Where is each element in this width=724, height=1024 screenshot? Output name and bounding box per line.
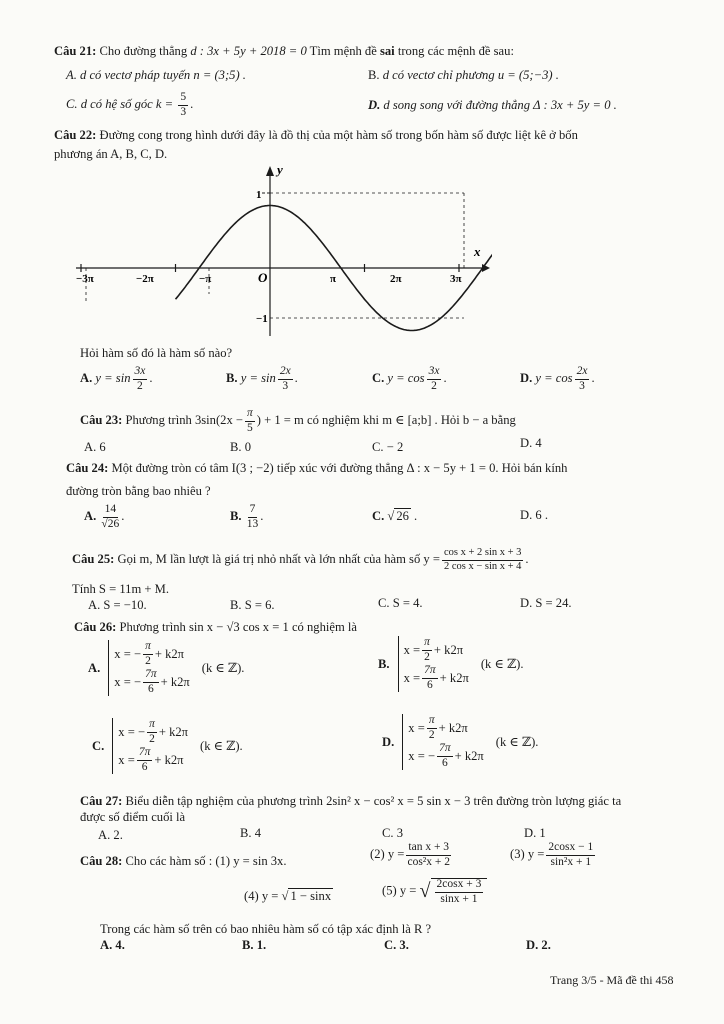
q21-d-label: D. bbox=[368, 98, 381, 112]
q26-option-d bbox=[382, 714, 538, 770]
q24-b-label: B. bbox=[230, 508, 242, 523]
q21-c-label: C. bbox=[66, 96, 78, 111]
q21-option-d bbox=[368, 98, 617, 112]
q25-option-b: B. S = 6. bbox=[230, 598, 275, 612]
q26-d-r1b: + k2π bbox=[438, 720, 468, 735]
q28-f2 bbox=[370, 842, 453, 868]
q26-option-c bbox=[92, 718, 243, 774]
q21-c-den: 3 bbox=[180, 105, 187, 118]
q28-f3 bbox=[510, 842, 597, 868]
q26-b-r1-num: π bbox=[422, 637, 432, 651]
q23-frac bbox=[245, 408, 255, 434]
q22-option-c: C. y = cos $\frac{3x}{2}$ . bbox=[372, 365, 447, 392]
q24-a-frac bbox=[101, 504, 119, 530]
q26-a-system bbox=[108, 640, 190, 696]
q24-a-den: √26 bbox=[101, 517, 120, 530]
q26-c-r1-den: 2 bbox=[149, 732, 155, 745]
q21-stem-b: Tìm mệnh đề bbox=[309, 44, 377, 58]
q26-c-r2b: + k2π bbox=[154, 752, 184, 767]
q22-a-den: 2 bbox=[137, 379, 143, 392]
q21-stem-bold: sai bbox=[379, 44, 395, 58]
q26-a-r2-den: 6 bbox=[147, 682, 154, 695]
q25-stem: Câu 25: Gọi m, M lần lượt là giá trị nhỏ nhất và lớn nhất của hàm số y = $\frac{\text{cos x + 2 sin x + 3}}{\text{2 cos x − sin x + 4}}$ . bbox=[72, 547, 529, 572]
y-tick-1: 1 bbox=[256, 189, 262, 201]
q26-a-r2b: + k2π bbox=[160, 674, 190, 689]
q24-option-a: A. $\frac{14}{√26}$ . bbox=[84, 503, 125, 530]
q24-stem-line1 bbox=[66, 461, 567, 475]
q26-d-r2b: + k2π bbox=[454, 748, 484, 763]
q28-f2-label: (2) y = bbox=[370, 846, 405, 861]
q21-d-eq: Δ : 3x + 5y = 0 . bbox=[533, 98, 617, 112]
q23-option-d: D. 4 bbox=[520, 436, 542, 450]
q27-stem-line2: được số điểm cuối là bbox=[80, 810, 186, 824]
q22-c-label: C. bbox=[372, 370, 385, 385]
q23-stem-a: Phương trình 3sin(2x − bbox=[125, 412, 243, 427]
q25-calc: Tính S = 11m + M. bbox=[72, 582, 170, 596]
q25-option-a: A. S = −10. bbox=[88, 598, 147, 612]
q22-c-num: 3x bbox=[427, 366, 442, 380]
y-axis-label: y bbox=[277, 164, 283, 177]
q24-b-den: 13 bbox=[246, 517, 259, 530]
q21-c-k: k = bbox=[155, 96, 174, 111]
x-tick-2pi: 2π bbox=[390, 273, 402, 285]
q28-f5-num: 2cosx + 3 bbox=[435, 879, 484, 893]
q22-d-num: 2x bbox=[575, 366, 590, 380]
q22-b-f: y = sin bbox=[240, 370, 276, 385]
q26-c-r1a: x = − bbox=[118, 724, 146, 739]
q24-c-val: 26 bbox=[396, 509, 409, 523]
q26-c-kz: (k ∈ ℤ). bbox=[200, 738, 243, 753]
q26-b-r2-num: 7π bbox=[422, 665, 438, 679]
q26-c-r2-num: 7π bbox=[137, 747, 153, 761]
q26-c-r2-den: 6 bbox=[141, 760, 148, 773]
q23-option-c: C. − 2 bbox=[372, 440, 404, 454]
q26-d-system bbox=[402, 714, 484, 770]
q22-head: Câu 22: bbox=[54, 128, 97, 142]
q22-c-den: 2 bbox=[431, 379, 437, 392]
q26-option-a bbox=[88, 640, 244, 696]
q27-stem-line1 bbox=[80, 794, 621, 808]
q22-stem1: Đường cong trong hình dưới đây là đồ thị của một hàm số trong bốn hàm số được liệt kê ở bốn bbox=[99, 128, 578, 142]
q23-option-a: A. 6 bbox=[84, 440, 106, 454]
q28-f3-label: (3) y = bbox=[510, 846, 545, 861]
q26-d-r2a: x = − bbox=[408, 748, 436, 763]
q28-option-c: C. 3. bbox=[384, 938, 409, 952]
q21-c-text: d có hệ số góc bbox=[80, 96, 153, 111]
q27-option-b: B. 4 bbox=[240, 826, 261, 840]
q28-stem bbox=[80, 854, 287, 868]
q27-stem1: Biểu diễn tập nghiệm của phương trình 2sin² x − cos² x = 5 sin x − 3 trên đường tròn lượng giác ta bbox=[125, 794, 622, 808]
q28-f5-den: sinx + 1 bbox=[440, 892, 478, 905]
q22-b-num: 2x bbox=[278, 366, 293, 380]
q21-stem bbox=[54, 44, 514, 58]
q22-a-num: 3x bbox=[133, 366, 148, 380]
q21-option-b bbox=[368, 68, 559, 82]
q22-b-label: B. bbox=[226, 370, 238, 385]
q23-stem-b: ) + 1 = m có nghiệm khi m ∈ [a;b] . Hỏi b − a bằng bbox=[256, 412, 516, 427]
q22-a-label: A. bbox=[80, 370, 93, 385]
q26-a-r2-num: 7π bbox=[143, 669, 159, 683]
q21-a-label: A. bbox=[66, 68, 77, 82]
q22-option-b: B. y = sin $\frac{2x}{3}$ . bbox=[226, 365, 298, 392]
q21-b-vec: u = (5;−3) . bbox=[497, 68, 559, 82]
q21-stem-c: trong các mệnh đề sau: bbox=[397, 44, 514, 58]
q26-c-r1-num: π bbox=[147, 719, 157, 733]
q26-d-r1-den: 2 bbox=[428, 728, 435, 741]
q26-d-kz: (k ∈ ℤ). bbox=[495, 734, 539, 749]
q26-a-kz: (k ∈ ℤ). bbox=[201, 660, 245, 675]
q26-c-system bbox=[112, 718, 188, 774]
q28-f4-rad: 1 − sinx bbox=[290, 889, 332, 903]
q25-option-c: C. S = 4. bbox=[378, 596, 423, 610]
q27-head: Câu 27: bbox=[80, 794, 123, 808]
q25-option-d: D. S = 24. bbox=[520, 596, 572, 610]
q26-c-r1b: + k2π bbox=[158, 724, 189, 739]
q26-d-label: D. bbox=[382, 734, 395, 749]
q22-c-frac bbox=[427, 366, 442, 392]
q21-c-num: 5 bbox=[178, 92, 188, 106]
q28-f2-num: tan x + 3 bbox=[406, 842, 451, 856]
q26-a-r1-num: π bbox=[143, 641, 153, 655]
q26-d-r2-den: 6 bbox=[441, 756, 448, 769]
q28-f3-den: sin²x + 1 bbox=[550, 855, 592, 868]
q21-c-fraction bbox=[178, 92, 188, 118]
q24-option-b: B. $\frac{7}{13}$ . bbox=[230, 503, 264, 530]
q25-den: 2 cos x − sin x + 4 bbox=[443, 560, 522, 572]
q28-stem-text: Cho các hàm số : (1) y = sin 3x. bbox=[125, 854, 287, 868]
q21-d-text: d song song với đường thẳng bbox=[383, 98, 531, 112]
origin-label: O bbox=[258, 270, 268, 285]
q24-c-label: C. bbox=[372, 509, 385, 523]
q22-stem-line1 bbox=[54, 128, 578, 142]
q24-b-num: 7 bbox=[248, 504, 258, 518]
q21-a-text: d có vectơ pháp tuyến bbox=[80, 68, 191, 82]
q22-stem-line2: phương án A, B, C, D. bbox=[54, 147, 168, 161]
q28-f4: (4) y = √ 1 − sinx bbox=[244, 889, 332, 903]
q26-b-r2b: + k2π bbox=[439, 670, 469, 685]
q27-option-d: D. 1 bbox=[524, 826, 546, 840]
q28-f3-num: 2cosx − 1 bbox=[546, 842, 595, 856]
q26-stem bbox=[74, 620, 357, 634]
q21-b-label: B. bbox=[368, 68, 380, 82]
y-axis-arrow bbox=[266, 166, 274, 176]
q21-head: Câu 21: bbox=[54, 44, 97, 58]
q26-b-r2a: x = bbox=[403, 670, 421, 685]
q26-b-r1-den: 2 bbox=[424, 650, 430, 663]
q22-d-den: 3 bbox=[579, 379, 585, 392]
q26-a-r1-den: 2 bbox=[145, 654, 151, 667]
q26-stem-text: Phương trình sin x − √3 cos x = 1 có nghiệm là bbox=[119, 620, 357, 634]
q26-b-r1a: x = bbox=[403, 642, 421, 657]
q21-stem-a: Cho đường thẳng bbox=[99, 44, 188, 58]
q24-stem-line2: đường tròn bằng bao nhiêu ? bbox=[66, 484, 211, 498]
q23-stem bbox=[80, 408, 516, 434]
q22-a-frac bbox=[133, 366, 148, 392]
q23-pi-den: 5 bbox=[247, 421, 253, 434]
q26-a-r2a: x = − bbox=[114, 674, 142, 689]
q25-stem-text: Gọi m, M lần lượt là giá trị nhỏ nhất và lớn nhất của hàm số y = bbox=[117, 551, 440, 566]
q21-option-c: C. d có hệ số góc k = $\frac{5}{3}$ . bbox=[66, 91, 194, 118]
q24-option-d: D. 6 . bbox=[520, 508, 548, 522]
q25-num: cos x + 2 sin x + 3 bbox=[442, 548, 523, 561]
q26-a-label: A. bbox=[88, 660, 101, 675]
q28-question: Trong các hàm số trên có bao nhiêu hàm số có tập xác định là R ? bbox=[100, 922, 432, 936]
q28-option-b: B. 1. bbox=[242, 938, 267, 952]
q28-option-a: A. 4. bbox=[100, 938, 125, 952]
q26-a-r1b: + k2π bbox=[154, 646, 185, 661]
q22-question: Hỏi hàm số đó là hàm số nào? bbox=[80, 346, 233, 360]
q24-a-label: A. bbox=[84, 508, 97, 523]
q27-option-a: A. 2. bbox=[98, 828, 123, 842]
q25-frac bbox=[442, 548, 523, 572]
q22-d-label: D. bbox=[520, 370, 533, 385]
q26-d-r2-num: 7π bbox=[437, 743, 453, 757]
q28-f4-label: (4) y = bbox=[244, 889, 279, 903]
q24-stem1: Một đường tròn có tâm I(3 ; −2) tiếp xúc với đường thẳng Δ : x − 5y + 1 = 0. Hỏi bán kính bbox=[111, 461, 568, 475]
q26-b-label: B. bbox=[378, 656, 390, 671]
q22-d-f: y = cos bbox=[535, 370, 573, 385]
q23-option-b: B. 0 bbox=[230, 440, 251, 454]
q22-a-f: y = sin bbox=[95, 370, 131, 385]
page-footer: Trang 3/5 - Mã đề thi 458 bbox=[550, 973, 674, 987]
q26-c-label: C. bbox=[92, 738, 105, 753]
q24-a-num: 14 bbox=[103, 504, 119, 518]
q26-head: Câu 26: bbox=[74, 620, 117, 634]
x-tick-neg3pi: −3π bbox=[76, 273, 94, 285]
q21-b-text: d có vectơ chỉ phương bbox=[382, 68, 495, 82]
q26-a-r1a: x = − bbox=[114, 646, 142, 661]
q22-b-frac bbox=[278, 366, 293, 392]
q22-option-a: A. y = sin $\frac{3x}{2}$ . bbox=[80, 365, 153, 392]
q28-f5-label: (5) y = bbox=[382, 883, 417, 898]
q24-option-c: C. √ 26 . bbox=[372, 509, 418, 523]
q21-line-eq: d : 3x + 5y + 2018 = 0 bbox=[190, 44, 307, 58]
y-tick-neg1: −1 bbox=[256, 313, 268, 325]
q28-head: Câu 28: bbox=[80, 854, 123, 868]
q21-option-a bbox=[66, 68, 246, 82]
q26-b-r1b: + k2π bbox=[433, 642, 464, 657]
q26-c-r2a: x = bbox=[118, 752, 135, 767]
q28-f2-den: cos²x + 2 bbox=[407, 855, 450, 868]
q26-option-b bbox=[378, 636, 524, 692]
q27-option-c: C. 3 bbox=[382, 826, 403, 840]
q23-pi-num: π bbox=[245, 408, 255, 422]
q22-b-den: 3 bbox=[282, 379, 289, 392]
x-tick-negpi: −π bbox=[199, 273, 212, 285]
q22-c-f: y = cos bbox=[387, 370, 425, 385]
q22-option-d: D. y = cos $\frac{2x}{3}$ . bbox=[520, 365, 595, 392]
q26-b-r2-den: 6 bbox=[427, 678, 433, 691]
q21-a-vec: n = (3;5) . bbox=[193, 68, 246, 82]
q25-head: Câu 25: bbox=[72, 551, 115, 566]
q26-b-system bbox=[398, 636, 469, 692]
q23-head: Câu 23: bbox=[80, 412, 123, 427]
x-axis-label: x bbox=[474, 244, 481, 259]
q26-d-r1a: x = bbox=[408, 720, 425, 735]
q26-b-kz: (k ∈ ℤ). bbox=[480, 656, 524, 671]
q22-graph bbox=[72, 164, 492, 340]
x-tick-3pi: 3π bbox=[450, 273, 462, 285]
q28-option-d: D. 2. bbox=[526, 938, 551, 952]
q28-f5: (5) y = √ $\frac{2\cos x + 3}{\sin x + 1}$ bbox=[382, 878, 487, 905]
x-tick-neg2pi: −2π bbox=[136, 273, 154, 285]
q24-head: Câu 24: bbox=[66, 461, 109, 475]
q22-d-frac bbox=[575, 366, 590, 392]
q26-d-r1-num: π bbox=[427, 715, 437, 729]
q24-b-frac bbox=[247, 504, 259, 530]
x-tick-pi: π bbox=[330, 273, 337, 285]
